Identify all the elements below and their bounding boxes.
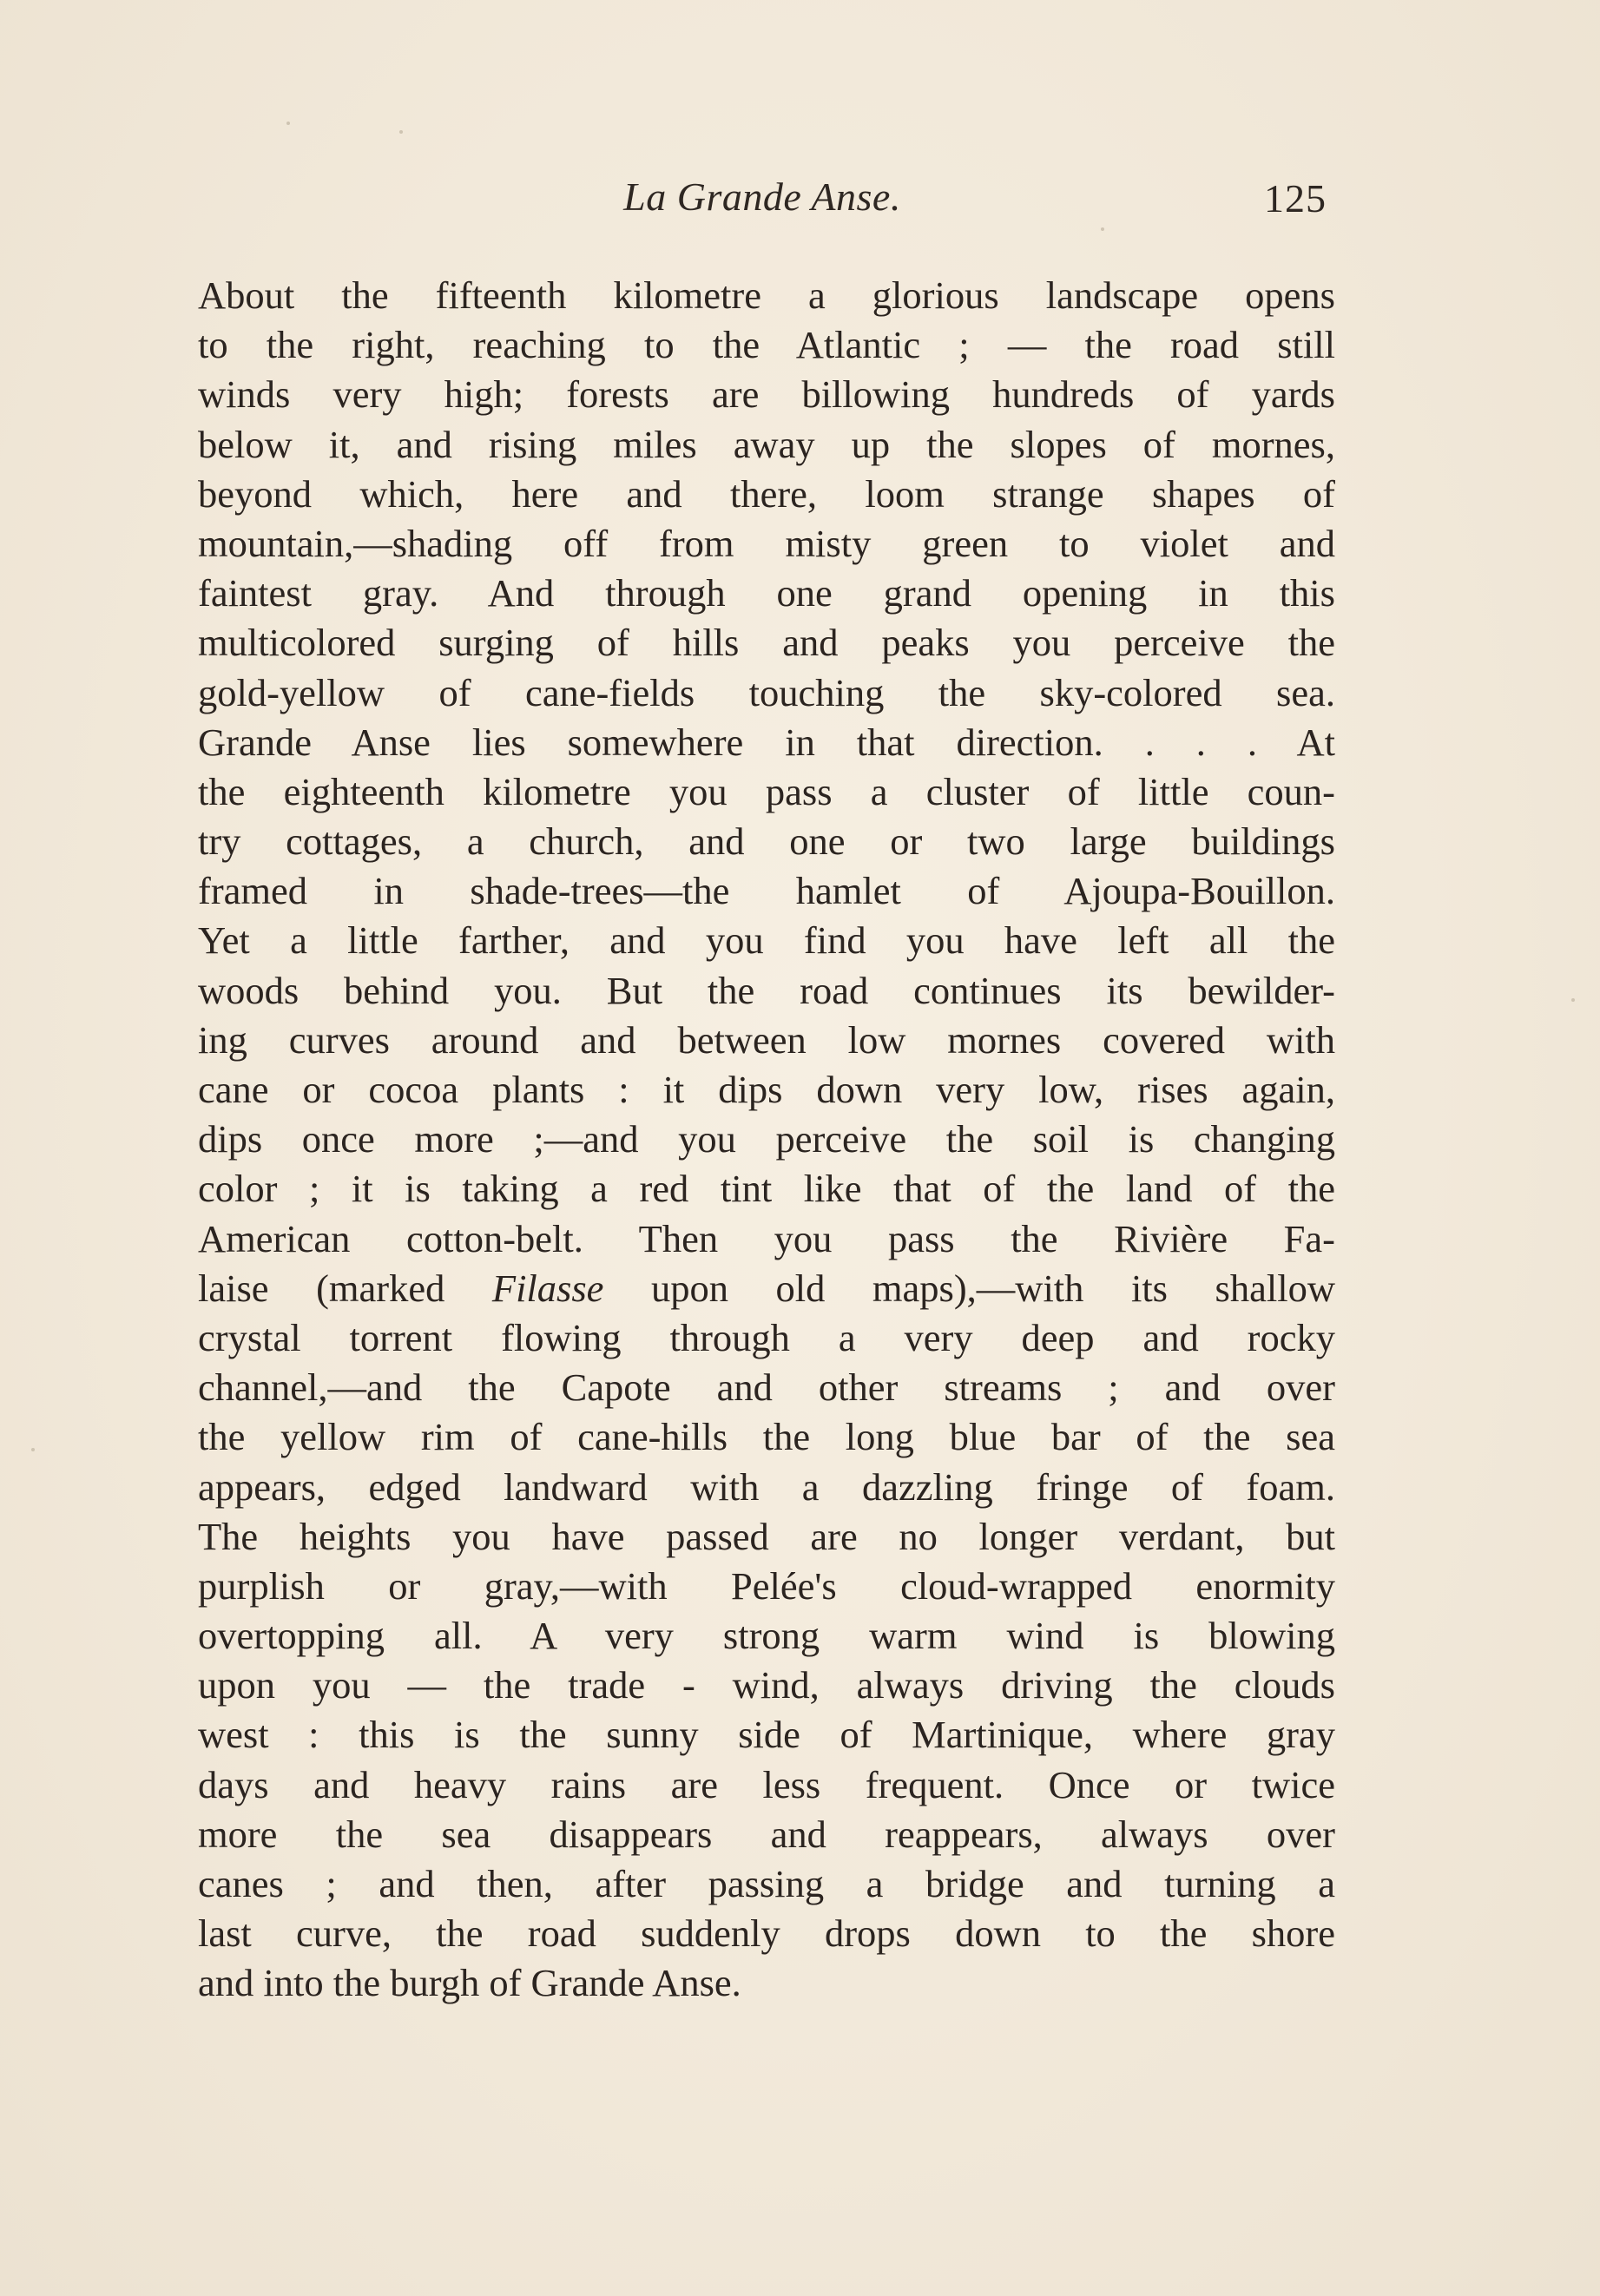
text-line: dips once more ;—and you perceive the soil is changing: [198, 1117, 1335, 1161]
text-line: overtopping all. A very strong warm wind is blowing: [198, 1614, 1335, 1658]
text-segment: upon old maps),—with its shallow: [603, 1266, 1335, 1310]
body-paragraph: [198, 271, 1335, 2009]
text-line: canes ; and then, after passing a bridge and turning a: [198, 1862, 1335, 1905]
text-line: try cottages, a church, and one or two large buildings: [198, 819, 1335, 864]
text-line: to the right, reaching to the Atlantic ; — the road still: [198, 323, 1335, 367]
text-line: below it, and rising miles away up the slopes of mornes,: [198, 422, 1335, 466]
text-line: upon you — the trade - wind, always driving the clouds: [198, 1663, 1335, 1707]
text-line-with-italic: [198, 1264, 1335, 1313]
text-line: ing curves around and between low mornes covered with: [198, 1017, 1335, 1062]
paper-speck: [286, 122, 290, 125]
text-line: mountain,—shading off from misty green to violet and: [198, 521, 1335, 565]
running-header: [198, 174, 1327, 234]
text-line: American cotton-belt. Then you pass the Rivière Fa-: [198, 1216, 1335, 1260]
text-segment: laise (marked: [198, 1266, 492, 1310]
text-line: The heights you have passed are no longer verdant, but: [198, 1514, 1335, 1558]
italic-term: Filasse: [491, 1266, 604, 1310]
text-line: channel,—and the Capote and other streams ; and over: [198, 1365, 1335, 1410]
text-line: west : this is the sunny side of Martinique, where gray: [198, 1713, 1335, 1757]
text-line: purplish or gray,—with Pelée's cloud-wrapped enormity: [198, 1563, 1335, 1608]
text-line: the eighteenth kilometre you pass a cluster of little coun-: [198, 769, 1335, 813]
text-line: more the sea disappears and reappears, always over: [198, 1812, 1335, 1856]
text-line: crystal torrent flowing through a very deep and rocky: [198, 1315, 1335, 1359]
text-line-last: and into the burgh of Grande Anse.: [198, 1961, 741, 2005]
page-number: 125: [1264, 176, 1327, 220]
paper-speck: [1571, 998, 1575, 1002]
paper-speck: [31, 1448, 35, 1451]
text-line: Yet a little farther, and you find you have left all the: [198, 918, 1335, 963]
text-line: winds very high; forests are billowing hundreds of yards: [198, 372, 1335, 417]
paper-speck: [1101, 227, 1104, 231]
text-line: last curve, the road suddenly drops down to the shore: [198, 1911, 1335, 1956]
paper-speck: [399, 130, 403, 134]
text-line: woods behind you. But the road continues its bewilder-: [198, 968, 1335, 1012]
text-line: days and heavy rains are less frequent. Once or twice: [198, 1762, 1335, 1806]
running-title: La Grande Anse.: [623, 174, 901, 219]
text-line: faintest gray. And through one grand opening in this: [198, 571, 1335, 615]
text-line: the yellow rim of cane-hills the long blue bar of the sea: [198, 1415, 1335, 1459]
text-line: About the fifteenth kilometre a glorious landscape opens: [198, 273, 1335, 317]
text-line: beyond which, here and there, loom strange shapes of: [198, 471, 1335, 516]
text-line: cane or cocoa plants : it dips down very low, rises again,: [198, 1068, 1335, 1111]
text-line: color ; it is taking a red tint like that of the land of the: [198, 1167, 1335, 1211]
text-line: framed in shade-trees—the hamlet of Ajoupa-Bouillon.: [198, 869, 1335, 913]
text-line: multicolored surging of hills and peaks you perceive the: [198, 621, 1335, 665]
text-line: appears, edged landward with a dazzling fringe of foam.: [198, 1464, 1335, 1509]
text-line: gold-yellow of cane-fields touching the sky-colored sea.: [198, 670, 1335, 714]
text-line: Grande Anse lies somewhere in that direction. . . . At: [198, 720, 1335, 764]
